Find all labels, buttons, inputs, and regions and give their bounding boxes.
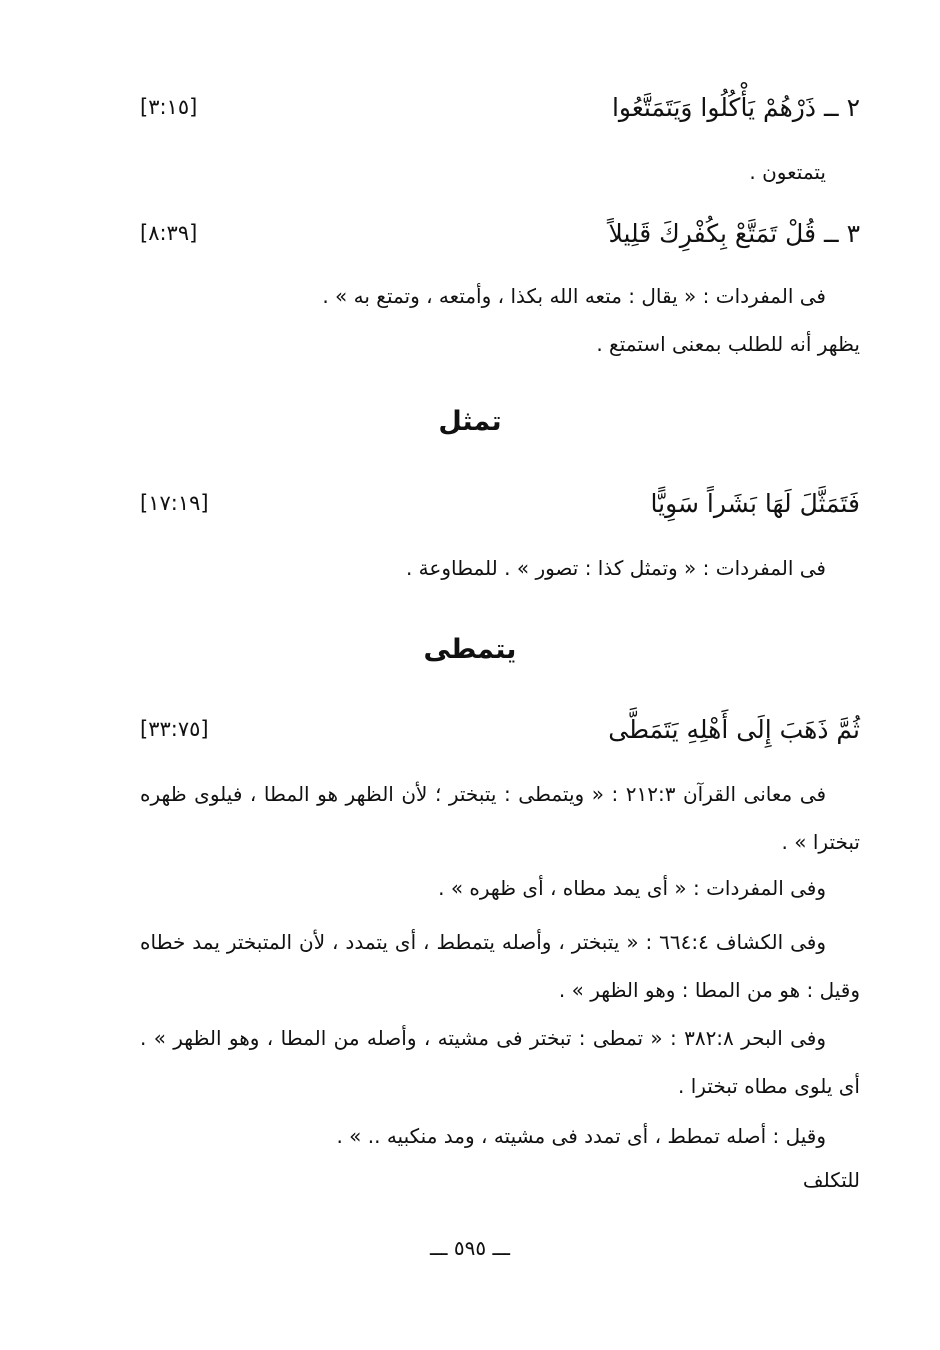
paragraph: فى معانى القرآن ٢١٢:٣ : « ويتمطى : يتبختر ؛ لأن الظهر هو المطا ، فيلوى ظهره تبخترا » . <box>140 782 860 854</box>
paragraph: وفى الكشاف ٦٦٤:٤ : « يتبختر ، وأصله يتمطط ، أى يتمدد ، لأن المتبختر يمد خطاه وقيل : هو من المطا : وهو الظهر » . <box>140 930 860 1002</box>
section-heading: يتمطى <box>423 634 517 665</box>
verse-text: فَتَمَثَّلَ لَهَا بَشَراً سَوِيًّا <box>650 489 860 518</box>
paragraph: فى المفردات : « يقال : متعه الله بكذا ، وأمتعه ، وتمتع به » . <box>322 284 826 308</box>
paragraph: وقيل : أصله تمطط ، أى تمدد فى مشيته ، ومد منكبيه .. » . <box>336 1124 826 1148</box>
section-heading: تمثل <box>438 406 502 437</box>
verse-text: ثُمَّ ذَهَبَ إِلَى أَهْلِهِ يَتَمَطَّى <box>608 715 860 744</box>
verse-reference: [٨:٣٩] <box>140 221 198 245</box>
paragraph: للتكلف <box>802 1168 860 1192</box>
paragraph: فى المفردات : « وتمثل كذا : تصور » . للمطاوعة . <box>405 556 826 580</box>
verse-reference: [٣:١٥] <box>140 95 198 119</box>
paragraph: يظهر أنه للطلب بمعنى استمتع . <box>596 332 860 356</box>
paragraph: وفى البحر ٣٨٢:٨ : « تمطى : تبختر فى مشيته ، وأصله من المطا ، وهو الظهر » . أى يلوى مطاه تبخترا . <box>140 1026 860 1098</box>
page-number: ـــ ٥٩٥ ـــ <box>429 1236 511 1260</box>
verse-reference: [٣٣:٧٥] <box>140 717 209 741</box>
verse-row <box>140 482 860 526</box>
verse-reference: [١٧:١٩] <box>140 491 209 515</box>
paragraph: يتمتعون . <box>749 160 826 184</box>
verse-row <box>140 708 860 752</box>
verse-text: ٣ ــ قُلْ تَمَتَّعْ بِكُفْرِكَ قَلِيلاً <box>608 219 860 248</box>
paragraph: وفى المفردات : « أى يمد مطاه ، أى ظهره » . <box>438 876 826 900</box>
verse-text: ٢ ــ ذَرْهُمْ يَأْكُلُوا وَيَتَمَتَّعُوا <box>611 93 860 122</box>
verse-row <box>140 86 860 130</box>
verse-row <box>140 212 860 256</box>
